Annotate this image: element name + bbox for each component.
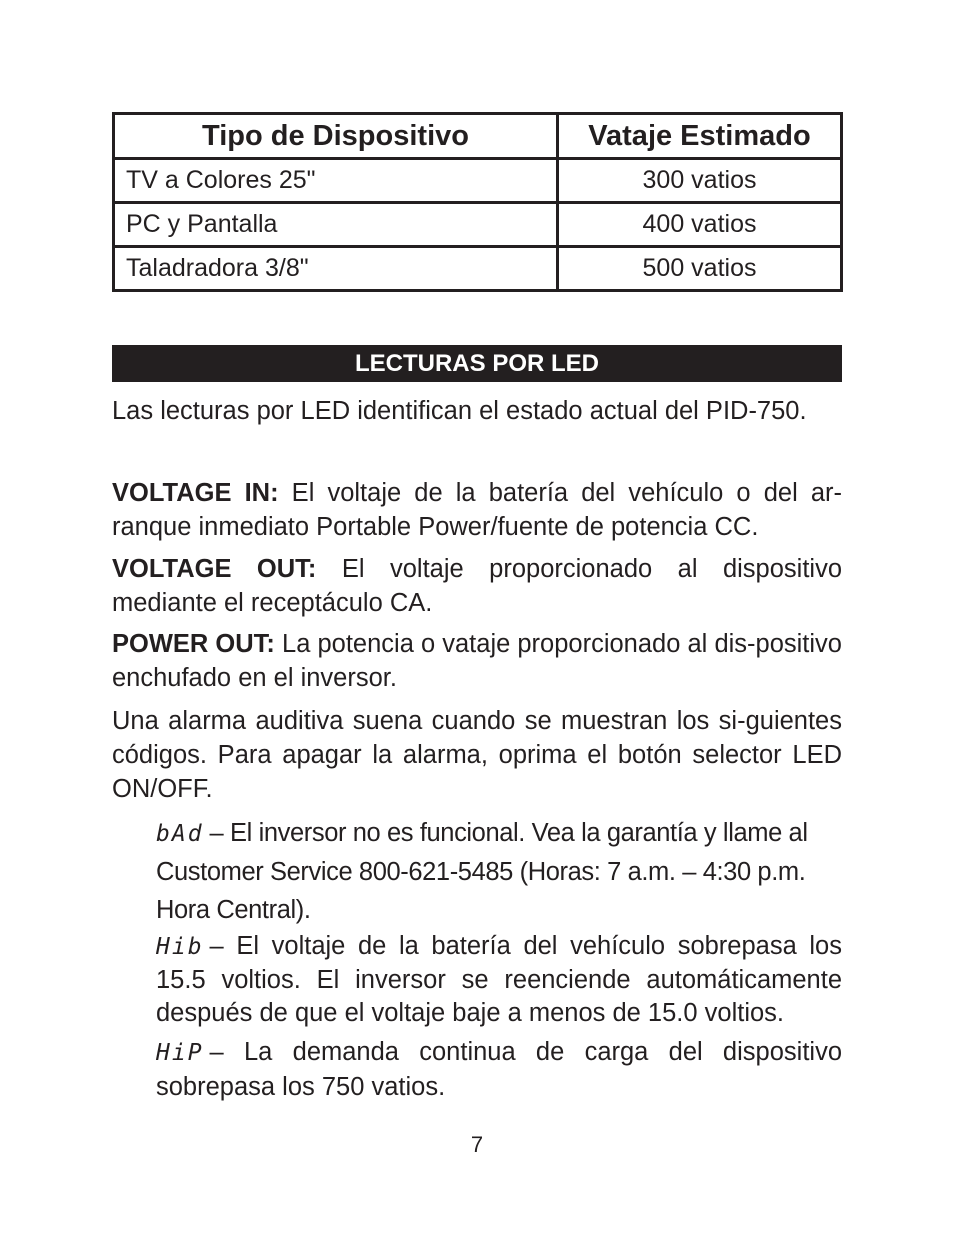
power-out-label: POWER OUT: xyxy=(112,630,275,658)
power-out-paragraph xyxy=(112,627,842,695)
section-heading: LECTURAS POR LED xyxy=(112,345,842,382)
voltage-in-label: VOLTAGE IN: xyxy=(112,479,279,507)
code-item-hib xyxy=(156,930,842,1030)
led-code: bAd xyxy=(156,821,204,847)
table-row xyxy=(114,203,842,247)
wattage-cell: 300 vatios xyxy=(558,159,842,203)
table-row xyxy=(114,159,842,203)
code-item-bad xyxy=(156,814,842,929)
device-cell: PC y Pantalla xyxy=(114,203,558,247)
code-description: – La demanda continua de carga del dispositivo sobrepasa los 750 vatios. xyxy=(156,1038,842,1101)
voltage-out-paragraph xyxy=(112,552,842,620)
intro-paragraph: Las lecturas por LED identifican el estado actual del PID-750. xyxy=(112,397,807,425)
voltage-out-text: El voltaje proporcionado al dispositivo mediante el receptáculo CA. xyxy=(112,555,843,617)
table-row xyxy=(114,247,842,291)
voltage-in-paragraph xyxy=(112,476,842,544)
voltage-out-label: VOLTAGE OUT: xyxy=(112,555,317,583)
page-number: 7 xyxy=(470,1132,484,1157)
code-item-hip xyxy=(156,1035,842,1104)
table-header-row xyxy=(114,114,842,159)
wattage-cell: 400 vatios xyxy=(558,203,842,247)
alarm-paragraph: Una alarma auditiva suena cuando se muestran los si-guientes códigos. Para apagar la alarma, oprima el botón selector LED ON/OFF. xyxy=(112,707,842,803)
header-device-type: Tipo de Dispositivo xyxy=(114,114,558,159)
voltage-in-text: El voltaje de la batería del vehículo o del ar-ranque inmediato Portable Power/fuente de potencia CC. xyxy=(112,479,843,541)
code-description: – El inversor no es funcional. Vea la garantía y llame al Customer Service 800-621-5485 (Horas: 7 a.m. – 4:30 p.m. Hora Central). xyxy=(156,819,808,924)
header-estimated-wattage: Vataje Estimado xyxy=(558,114,842,159)
device-cell: Taladradora 3/8" xyxy=(114,247,558,291)
led-code: HiP xyxy=(156,1040,204,1066)
power-out-text: La potencia o vataje proporcionado al dis-positivo enchufado en el inversor. xyxy=(112,630,842,692)
wattage-cell: 500 vatios xyxy=(558,247,842,291)
device-cell: TV a Colores 25" xyxy=(114,159,558,203)
led-code: Hib xyxy=(156,934,204,960)
wattage-table xyxy=(112,112,843,292)
code-description: – El voltaje de la batería del vehículo sobrepasa los 15.5 voltios. El inversor se reenciende automáticamente después de que el voltaje baje a menos de 15.0 voltios. xyxy=(156,932,842,1027)
